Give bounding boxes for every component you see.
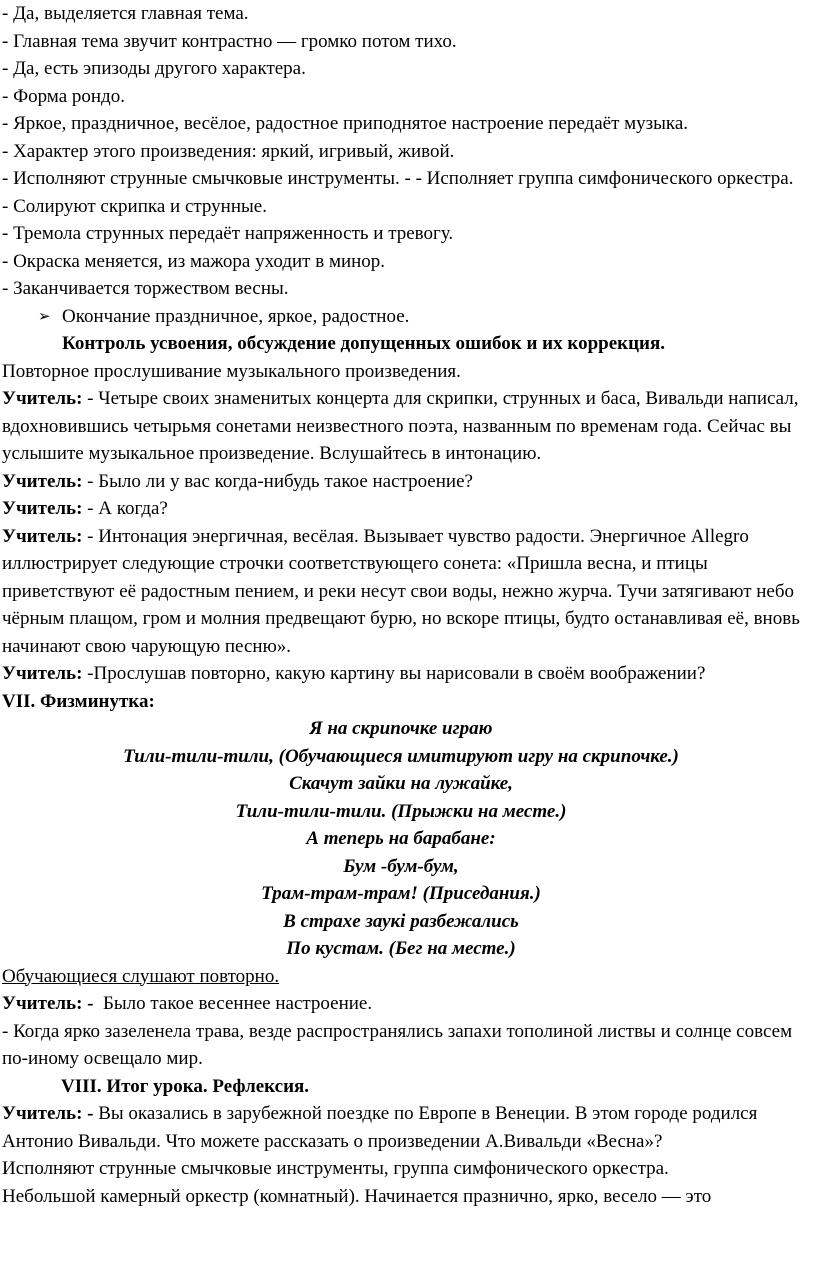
teacher-paragraph: Учитель: -Прослушав повторно, какую картину вы нарисовали в своём воображении? <box>2 663 706 684</box>
section-heading: VII. Физминутка: <box>2 690 155 712</box>
teacher-label: Учитель: <box>2 470 83 492</box>
bullet-text: Окончание праздничное, яркое, радостное. <box>62 305 410 327</box>
final-line: Исполняют струнные смычковые инструменты, группа симфонического оркестра. <box>2 1158 669 1179</box>
poem-line: А теперь на барабане: <box>306 828 496 849</box>
answer-line: - Яркое, праздничное, весёлое, радостное приподнятое настроение передаёт музыка. <box>2 113 689 134</box>
poem-line: Я на скрипочке играю <box>309 718 493 739</box>
answer-line: - Форма рондо. <box>2 85 125 107</box>
answer-line: - Тремола струнных передаёт напряженность и тревогу. <box>2 223 454 244</box>
section-heading: VIII. Итог урока. Рефлексия. <box>61 1075 310 1097</box>
relisten-text: Повторное прослушивание музыкального произведения. <box>2 360 461 382</box>
poem-line: Тили-тили-тили. (Прыжки на месте.) <box>235 800 567 822</box>
teacher-paragraph: Учитель: - Вы оказались в зарубежной поездке по Европе в Венеции. В этом городе родился Антонио Вивальди. Что можете рассказать о произведении А.Вивальди «Весна»? <box>2 1103 758 1152</box>
teacher-paragraph: Учитель: - Четыре своих знаменитых концерта для скрипки, струнных и баса, Вивальди написал, вдохновившись четырьмя сонетами неизвестного поэта, названным по временам года. Сейчас вы услышите музыкальное произведение. Вслушайтесь в интонацию. <box>2 388 799 464</box>
teacher-paragraph: Учитель: - Интонация энергичная, весёлая. Вызывает чувство радости. Энергичное Allegro иллюстрирует следующие строчки соответствующего сонета: «Пришла весна, и птицы приветствуют её радостным пением, и реки несут свои воды, нежно журча. Тучи затягивают небо чёрным плащом, гром и молния предвещают бурю, но вскоре птицы, будто останавливая её, вновь начинают свою чарующую песню». <box>2 525 800 657</box>
answer-line: - Окраска меняется, из мажора уходит в минор. <box>2 250 386 272</box>
poem-line: Бум -бум-бум, <box>343 855 459 877</box>
arrow-bullet-icon: ➢ <box>38 306 51 325</box>
teacher-label: Учитель: <box>2 388 83 409</box>
teacher-label: Учитель: <box>2 525 83 547</box>
teacher-paragraph: Учитель: - Было ли у вас когда-нибудь такое настроение? <box>2 470 473 492</box>
poem-line: Тили-тили-тили, (Обучающиеся имитируют игру на скрипочке.) <box>123 745 679 767</box>
answer-line: - Солируют скрипка и струнные. <box>2 195 267 217</box>
teacher-label: Учитель: - <box>2 1103 94 1124</box>
poem-line: Трам-трам-трам! (Приседания.) <box>261 883 541 904</box>
teacher-paragraph: Учитель: - Было такое весеннее настроение. <box>2 993 373 1014</box>
bullet-item <box>2 303 800 331</box>
answer-line: - Характер этого произведения: яркий, игривый, живой. <box>2 140 455 162</box>
answer-line: - Главная тема звучит контрастно — громко потом тихо. <box>2 30 457 52</box>
listen-again-line: Обучающиеся слушают повторно. <box>2 965 280 987</box>
teacher-label: Учитель: <box>2 498 83 519</box>
answer-line: - Да, есть эпизоды другого характера. <box>2 58 306 79</box>
teacher-paragraph: Учитель: - А когда? <box>2 498 168 519</box>
answer-line: - Да, выделяется главная тема. <box>2 3 249 24</box>
answer-line: - Исполняют струнные смычковые инструменты. - - Исполняет группа симфонического оркестра. <box>2 168 794 189</box>
answer-line: - Заканчивается торжеством весны. <box>2 278 289 299</box>
poem-line: Скачут зайки на лужайке, <box>289 773 513 794</box>
poem-line: В страхе заукi разбежались <box>283 910 519 932</box>
control-heading: Контроль усвоения, обсуждение допущенных ошибок и их коррекция. <box>62 333 666 354</box>
teacher-label: Учитель: - <box>2 993 94 1014</box>
spring-text: - Когда ярко зазеленела трава, везде распространялись запахи тополиной листвы и солнце совсем по-иному освещало мир. <box>2 1020 793 1069</box>
poem-line: По кустам. (Бег на месте.) <box>286 938 516 959</box>
teacher-label: Учитель: <box>2 663 83 684</box>
final-line: Небольшой камерный оркестр (комнатный). Начинается празнично, ярко, весело — это <box>2 1185 712 1207</box>
